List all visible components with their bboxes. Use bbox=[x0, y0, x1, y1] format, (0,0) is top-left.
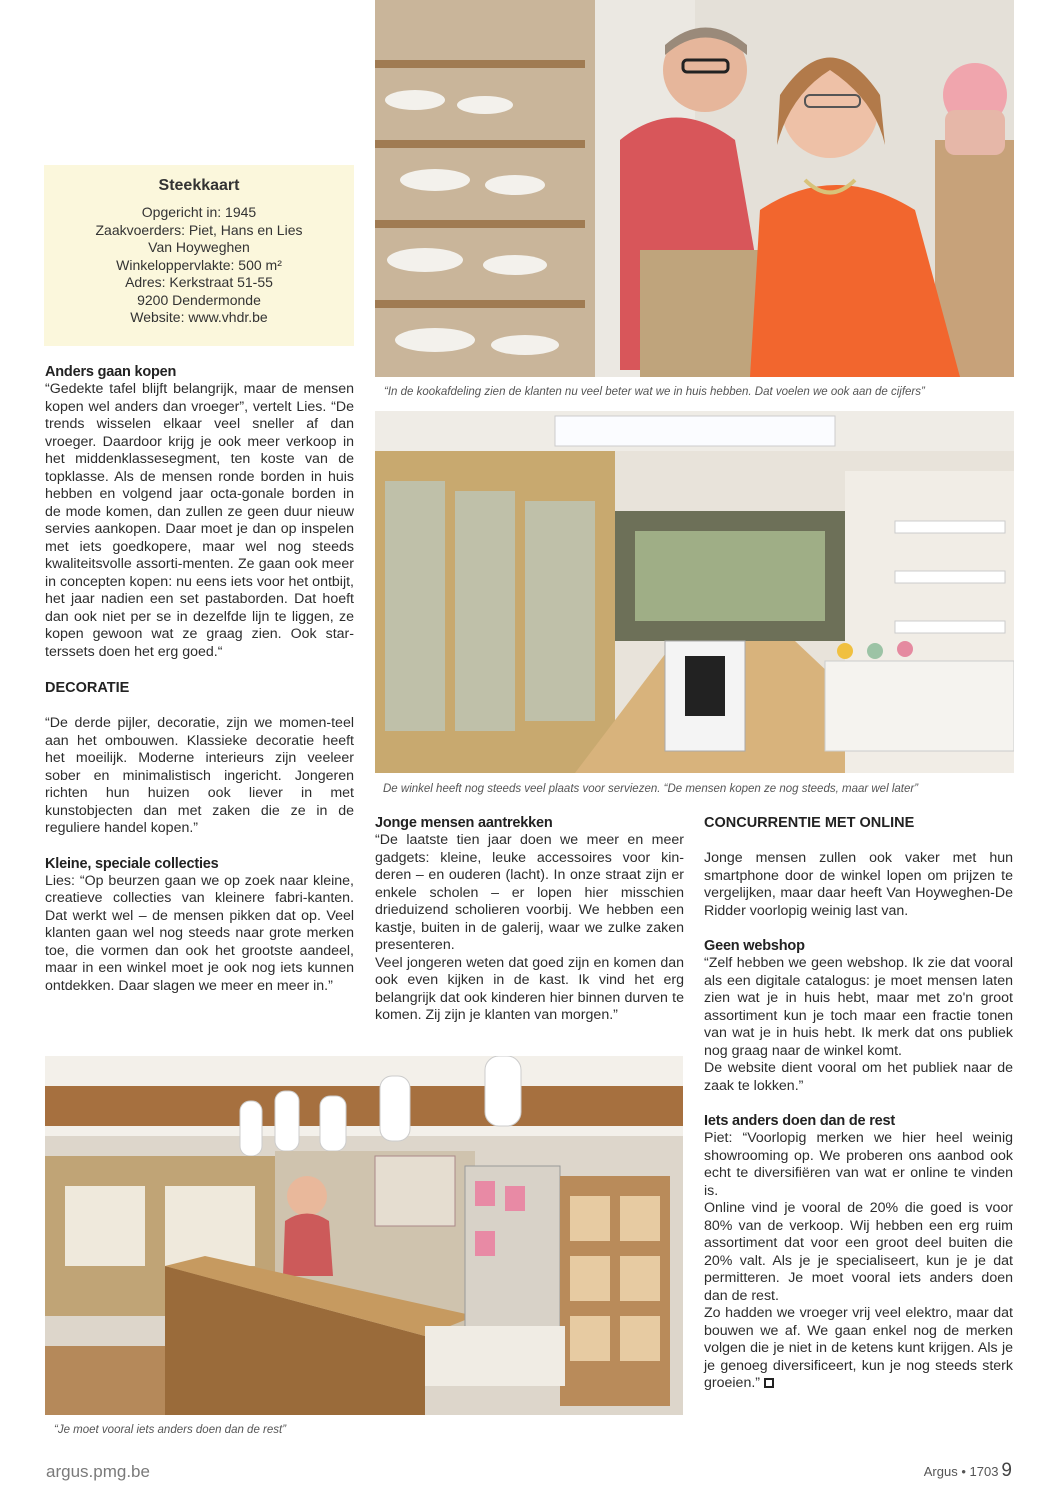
column-1 bbox=[45, 363, 354, 995]
info-website: Website: www.vhdr.be bbox=[130, 309, 268, 325]
info-managers: Zaakvoerders: Piet, Hans en Lies bbox=[95, 221, 303, 238]
photo1-caption: “In de kookafdeling zien de klanten nu veel beter wat we in huis hebben. Dat voelen we ook aan de cijfers” bbox=[384, 386, 925, 398]
column-2 bbox=[375, 814, 684, 1025]
footer-site-link[interactable]: argus.pmg.be bbox=[46, 1462, 150, 1481]
heading-kleine-collecties: Kleine, speciale collecties bbox=[45, 855, 219, 872]
paragraph: Veel jongeren weten dat goed zijn en komen dan ook even kijken in de kast. Ik vind het erg belangrijk dat ook kinderen hier binnen durven te komen. Zij zijn je klanten van morgen.” bbox=[375, 954, 684, 1023]
photo2-caption: De winkel heeft nog steeds veel plaats voor serviezen. “De mensen kopen ze nog steeds, maar wel later” bbox=[383, 783, 919, 795]
photo-couple-kitchen-department bbox=[375, 0, 1014, 377]
info-box-steekkaart bbox=[44, 165, 354, 346]
photo-store-interior bbox=[375, 411, 1014, 773]
heading-iets-anders: Iets anders doen dan de rest bbox=[704, 1113, 896, 1129]
column-3 bbox=[704, 814, 1013, 1393]
paragraph: “Zelf hebben we geen webshop. Ik zie dat vooral als een digitale catalogus: je moet mensen laten zien wat je in huis hebt, maar met zo'n groot assortiment kun je toch maar een fractie tonen van wat je in huis hebt. Ik merk dat ons publiek nog graag naar de winkel komt. bbox=[704, 955, 1013, 1059]
paragraph bbox=[704, 1305, 1013, 1393]
info-founded: Opgericht in: 1945 bbox=[141, 204, 257, 220]
heading-anders-gaan-kopen: Anders gaan kopen bbox=[45, 364, 177, 380]
paragraph: “Gedekte tafel blijft belangrijk, maar de mensen kopen wel anders dan vroeger”, vertelt Lies. “De trends wisselen elkaar veel sneller af dan vroeger. Daardoor krijg je ook meer verkoop in het middenklassesegment, ten koste van de topklasse. Als de mensen ronde borden in huis hebben en volgend jaar octa-gonale borden in de mode komen, dan zullen ze geen duur nieuw servies aankopen. Daar moet je dan op inspelen met iets goedkopere, maar wel nog steeds kwaliteitsvolle assorti-menten. Ze gaan ook meer in concepten kopen: nu eens iets voor het ontbijt, het jaar nadien een set pastaborden. Dat hoeft dan ook niet per se in dezelfde lijn te liggen, ze kopen gewoon wat ze graag zien. Ook star-terssets doen het erg goed.“ bbox=[45, 381, 354, 660]
heading-geen-webshop: Geen webshop bbox=[704, 938, 805, 954]
heading-concurrentie-online: CONCURRENTIE MET ONLINE bbox=[704, 815, 915, 831]
paragraph: Piet: “Voorlopig merken we hier heel weinig showrooming op. We proberen ons aanbod ook echt te diversifiëren van wat er online te vinden is. bbox=[704, 1130, 1013, 1199]
end-mark-icon bbox=[764, 1378, 774, 1388]
photo3-caption: “Je moet vooral iets anders doen dan de rest” bbox=[54, 1424, 287, 1436]
paragraph: Lies: “Op beurzen gaan we op zoek naar kleine, creatieve collecties van kleinere fabri-kanten. Dat werkt wel – de mensen pikken dat op. Veel klanten gaan wel nog steeds naar grote merken toe, die vormen dan ook het grootste aandeel, maar in een winkel moet je ook nog iets kunnen ontdekken. Daar slagen we meer en meer in.” bbox=[45, 872, 354, 994]
paragraph: “De laatste tien jaar doen we meer en meer gadgets: kleine, leuke accessoires voor kin-deren – en ouderen (lacht). In onze straat zijn er enkele scholen – er lopen hier misschien drieduizend scholieren voorbij. We hebben een kastje, buiten in de galerij, waar we zulke zaken presenteren. bbox=[375, 832, 684, 953]
page-number: 9 bbox=[1001, 1460, 1012, 1481]
paragraph: De website dient vooral om het publiek naar de zaak te lokken.” bbox=[704, 1060, 1013, 1094]
info-box-title: Steekkaart bbox=[158, 177, 240, 194]
heading-decoratie: DECORATIE bbox=[45, 680, 130, 696]
info-address: Adres: Kerkstraat 51-55 bbox=[125, 274, 273, 290]
paragraph-text: Zo hadden we vroeger vrij veel elektro, maar dat bouwen we af. We gaan enkel nog de merken volgen die je niet in de ketens kunt krijgen. Als je je genoeg diversificeert, kun je nog steeds sterk groeien.” bbox=[704, 1305, 1013, 1391]
footer-issue bbox=[924, 1460, 1012, 1482]
footer-magazine: Argus • 1703 bbox=[923, 1464, 999, 1479]
info-managers-cont: Van Hoyweghen bbox=[148, 239, 250, 255]
heading-jonge-mensen: Jonge mensen aantrekken bbox=[375, 815, 553, 831]
paragraph: “De derde pijler, decoratie, zijn we momen-teel aan het ombouwen. Klassieke decoratie heeft het moeilijk. Moderne interieurs zijn veeleer sober en minimalistisch ingericht. Jongeren richten hun huizen ook liever in met kunstobjecten dan met zaken die ze in de reguliere handel kopen.” bbox=[45, 715, 354, 836]
info-city: 9200 Dendermonde bbox=[137, 291, 261, 308]
info-surface: Winkeloppervlakte: 500 m² bbox=[116, 256, 282, 273]
paragraph: Online vind je vooral de 20% die goed is voor 80% van de verkoop. Wij hebben een erg ruim assortiment dat voor een groot deel buiten die 20% valt. Als je je specialiseert, kun je je dat permitteren. Je moet vooral iets anders doen dan de rest. bbox=[704, 1200, 1013, 1304]
paragraph: Jonge mensen zullen ook vaker met hun smartphone door de winkel lopen om prijzen te vergelijken, maar daar heeft Van Hoyweghen-De Ridder voorlopig weinig last van. bbox=[704, 850, 1013, 919]
photo-shop-counter bbox=[45, 1056, 683, 1415]
